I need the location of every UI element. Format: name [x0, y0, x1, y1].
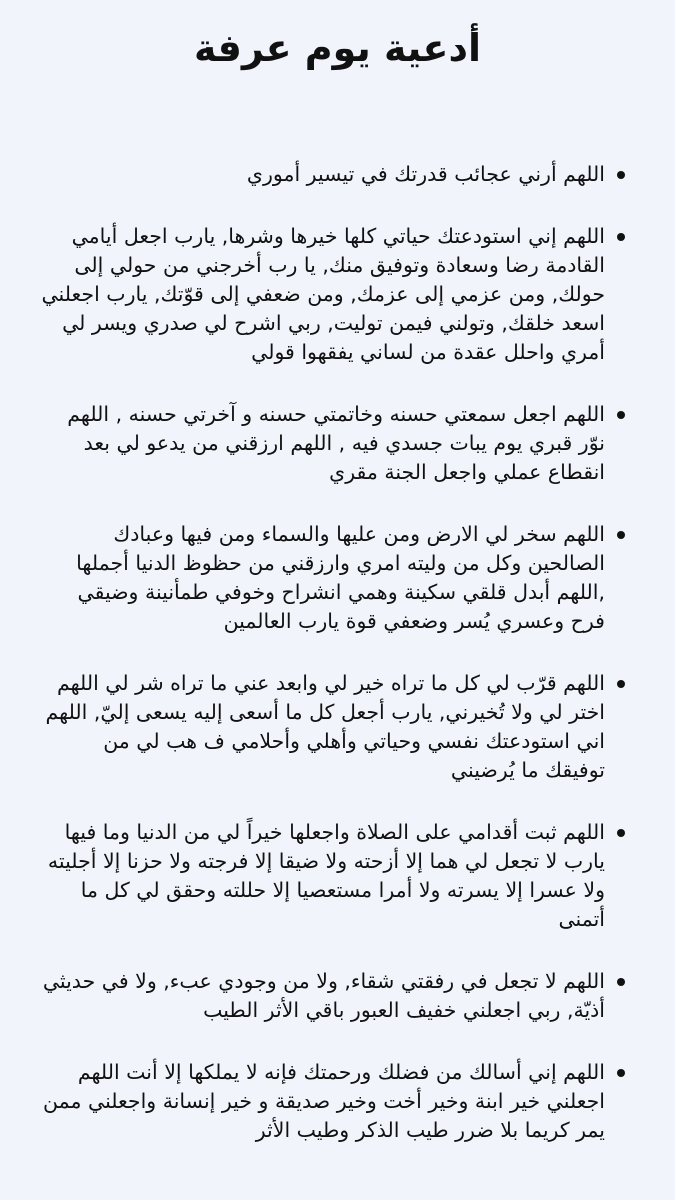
dua-list — [0, 160, 675, 1178]
dua-item — [0, 1058, 675, 1145]
dua-text: اللهم قرّب لي كل ما تراه خير لي وابعد عني ما تراه شر لي اللهم اختر لي ولا تُخيرني, يارب أجعل كل ما أسعى إليه يسعى إليّ, اللهم اني استودعتك نفسي وحياتي وأهلي وأحلامي ف هب لي من توفيقك ما يُرضيني — [45, 671, 605, 782]
bullet-icon — [617, 1069, 625, 1077]
bullet-icon — [617, 978, 625, 986]
dua-item — [0, 222, 675, 367]
dua-text: اللهم إني استودعتك حياتي كلها خيرها وشرها, يارب اجعل أيامي القادمة رضا وسعادة وتوفيق منك, يا رب أخرجني من حولي إلى حولك, ومن عزمي إلى عزمك, ومن ضعفي إلى قوّتك, يارب اجعلني اسعد خلقك, وتولني فيمن توليت, ربي اشرح لي صدري ويسر لي أمري واحلل عقدة من لساني يفقهوا قولي — [41, 224, 605, 364]
dua-item — [0, 160, 675, 189]
dua-item — [0, 669, 675, 785]
dua-text: اللهم لا تجعل في رفقتي شقاء, ولا من وجودي عبء, ولا في حديثي أذيّة, ربي اجعلني خفيف العبور باقي الأثر الطيب — [42, 969, 605, 1022]
dua-text: اللهم إني أسالك من فضلك ورحمتك فإنه لا يملكها إلا أنت اللهم اجعلني خير ابنة وخير أخت وخير صديقة و خير إنسانة واجعلني ممن يمر كريما بلا ضرر طيب الذكر وطيب الأثر — [43, 1060, 605, 1142]
bullet-icon — [617, 531, 625, 539]
bullet-icon — [617, 829, 625, 837]
bullet-icon — [617, 680, 625, 688]
bullet-icon — [617, 233, 625, 241]
dua-item — [0, 400, 675, 487]
dua-item — [0, 818, 675, 934]
bullet-icon — [617, 411, 625, 419]
dua-item — [0, 520, 675, 636]
page-title: أدعية يوم عرفة — [194, 26, 481, 70]
dua-text: اللهم سخر لي الارض ومن عليها والسماء ومن فيها وعبادك الصالحين وكل من وليته امري وارزقني من حظوظ الدنيا أجملها ,اللهم أبدل قلقي سكينة وهمي انشراح وخوفي طمأنينة وضيقي فرح وعسري يُسر وضعفي قوة يارب العالمين — [76, 522, 605, 633]
bullet-icon — [617, 171, 625, 179]
dua-text: اللهم اجعل سمعتي حسنه وخاتمتي حسنه و آخرتي حسنه , اللهم نوّر قبري يوم يبات جسدي فيه , اللهم ارزقني من يدعو لي بعد انقطاع عملي واجعل الجنة مقري — [67, 402, 605, 484]
dua-text: اللهم أرني عجائب قدرتك في تيسير أموري — [246, 162, 605, 186]
dua-text: اللهم ثبت أقدامي على الصلاة واجعلها خيراً لي من الدنيا وما فيها يارب لا تجعل لي هما إلا أزحته ولا ضيقا إلا فرجته ولا حزنا إلا أجليته ولا عسرا إلا يسرته ولا أمرا مستعصيا إلا حللته وحقق لي كل ما أتمنى — [47, 820, 605, 931]
dua-item — [0, 967, 675, 1025]
